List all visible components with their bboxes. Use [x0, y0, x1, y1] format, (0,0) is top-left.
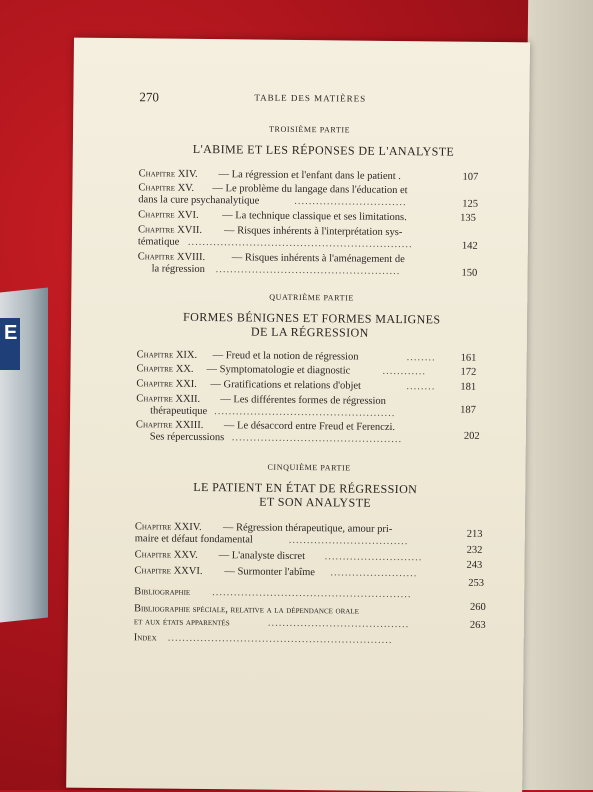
part-title: L'ABIME ET LES RÉPONSES DE L'ANALYSTE	[192, 141, 455, 159]
page-ref: 172	[460, 366, 477, 378]
leader-dots: ........	[406, 381, 436, 393]
chapter-label: Chapitre XXV.	[134, 549, 198, 561]
page-ref: 232	[466, 544, 483, 556]
chapter-title: — Le problème du langage dans l'éducation et	[212, 183, 408, 197]
page-ref: 202	[463, 430, 480, 442]
page-ref: 161	[460, 352, 477, 364]
page-ref: 135	[460, 212, 476, 224]
chapter-label: Chapitre XIV.	[138, 168, 198, 180]
chapter-title: — La régression et l'enfant dans le patient .	[218, 169, 402, 183]
chapter-label: Chapitre XIX.	[136, 349, 198, 361]
chapter-title: — Le désaccord entre Freud et Ferenczi.	[223, 420, 396, 433]
chapter-label: Chapitre XV.	[138, 182, 195, 194]
part-label: CINQUIÈME PARTIE	[267, 462, 351, 473]
book-page	[66, 38, 530, 792]
chapter-title-continued: maire et défaut fondamental	[134, 533, 253, 546]
leader-dots: ...................................................	[215, 264, 401, 278]
back-matter-title: Bibliographie spéciale, relative a la dépendance orale	[133, 603, 359, 617]
leader-dots: .......................................................	[212, 587, 412, 601]
chapter-title-continued: Ses répercussions	[149, 431, 225, 444]
page-ref: 213	[466, 528, 483, 540]
page-ref: 187	[460, 404, 476, 416]
page-ref: 263	[469, 619, 486, 631]
leader-dots: ...............................	[294, 195, 407, 209]
chapter-title-continued: thérapeutique	[150, 405, 208, 418]
part-label: TROISIÈME PARTIE	[269, 124, 351, 135]
chapter-label: Chapitre XVIII.	[137, 251, 206, 263]
chapter-label: Chapitre XXIII.	[135, 419, 204, 431]
page-ref: 150	[461, 267, 478, 279]
chapter-title: — Régression thérapeutique, amour pri-	[222, 522, 393, 535]
leader-dots: ........	[406, 352, 436, 364]
chapter-label: Chapitre XVII.	[137, 224, 203, 236]
page-ref: 253	[468, 577, 485, 589]
leader-dots: ..................................................	[214, 406, 396, 419]
chapter-label: Chapitre XXIV.	[134, 521, 202, 533]
leader-dots: ...............................................	[231, 432, 403, 446]
chapter-label: Chapitre XX.	[136, 363, 194, 375]
part-title-continued: DE LA RÉGRESSION	[250, 324, 369, 340]
leader-dots: ........................	[330, 567, 418, 580]
chapter-label: Chapitre XVI.	[138, 209, 199, 221]
back-matter-title: Bibliographie	[134, 586, 191, 598]
page-ref: 243	[466, 559, 483, 571]
chapter-title: — La technique classique et ses limitations.	[222, 210, 407, 224]
page-ref: 260	[470, 601, 486, 613]
part-title-continued: ET SON ANALYSTE	[259, 494, 372, 510]
leader-dots: ..............................................................	[167, 632, 393, 646]
chapter-title-continued: dans la cure psychanalytique	[138, 194, 260, 207]
part-title: LE PATIENT EN ÉTAT DE RÉGRESSION	[193, 479, 418, 497]
adjacent-book-letter: E	[4, 322, 18, 344]
chapter-title: — L'analyste discret	[218, 550, 306, 563]
leader-dots: ...........................	[324, 551, 423, 564]
leader-dots: .................................	[288, 534, 409, 548]
chapter-title: — Risques inhérents à l'aménagement de	[231, 252, 405, 266]
chapter-label: Chapitre XXVI.	[134, 565, 203, 577]
chapter-title: — Surmonter l'abîme	[224, 566, 316, 579]
chapter-title: — Freud et la notion de régression	[212, 350, 359, 363]
page-ref: 107	[462, 171, 479, 183]
page-ref: 125	[462, 198, 479, 210]
back-matter-title-continued: et aux états apparentés	[133, 616, 230, 629]
chapter-title: — Symptomatologie et diagnostic	[206, 364, 351, 377]
chapter-label: Chapitre XXII.	[136, 393, 201, 405]
part-label: QUATRIÈME PARTIE	[269, 292, 354, 303]
page-ref: 181	[460, 381, 477, 393]
leader-dots: .......................................	[267, 617, 410, 631]
page-number: 270	[139, 89, 159, 105]
chapter-title-continued: tématique	[137, 236, 180, 248]
chapter-title-continued: la régression	[151, 263, 206, 275]
chapter-label: Chapitre XXI.	[136, 378, 197, 390]
back-matter-title: Index	[133, 632, 157, 644]
page-ref: 142	[461, 240, 478, 252]
leader-dots: ............	[382, 365, 427, 378]
part-title: FORMES BÉNIGNES ET FORMES MALIGNES	[183, 309, 441, 327]
leader-dots: ..............................................................	[187, 236, 413, 251]
chapter-title: — Gratifications et relations d'objet	[210, 379, 362, 392]
chapter-title: — Risques inhérents à l'interprétation sys-	[223, 225, 403, 239]
running-head: TABLE DES MATIÈRES	[254, 92, 367, 104]
chapter-title: — Les différentes formes de régression	[220, 394, 386, 407]
